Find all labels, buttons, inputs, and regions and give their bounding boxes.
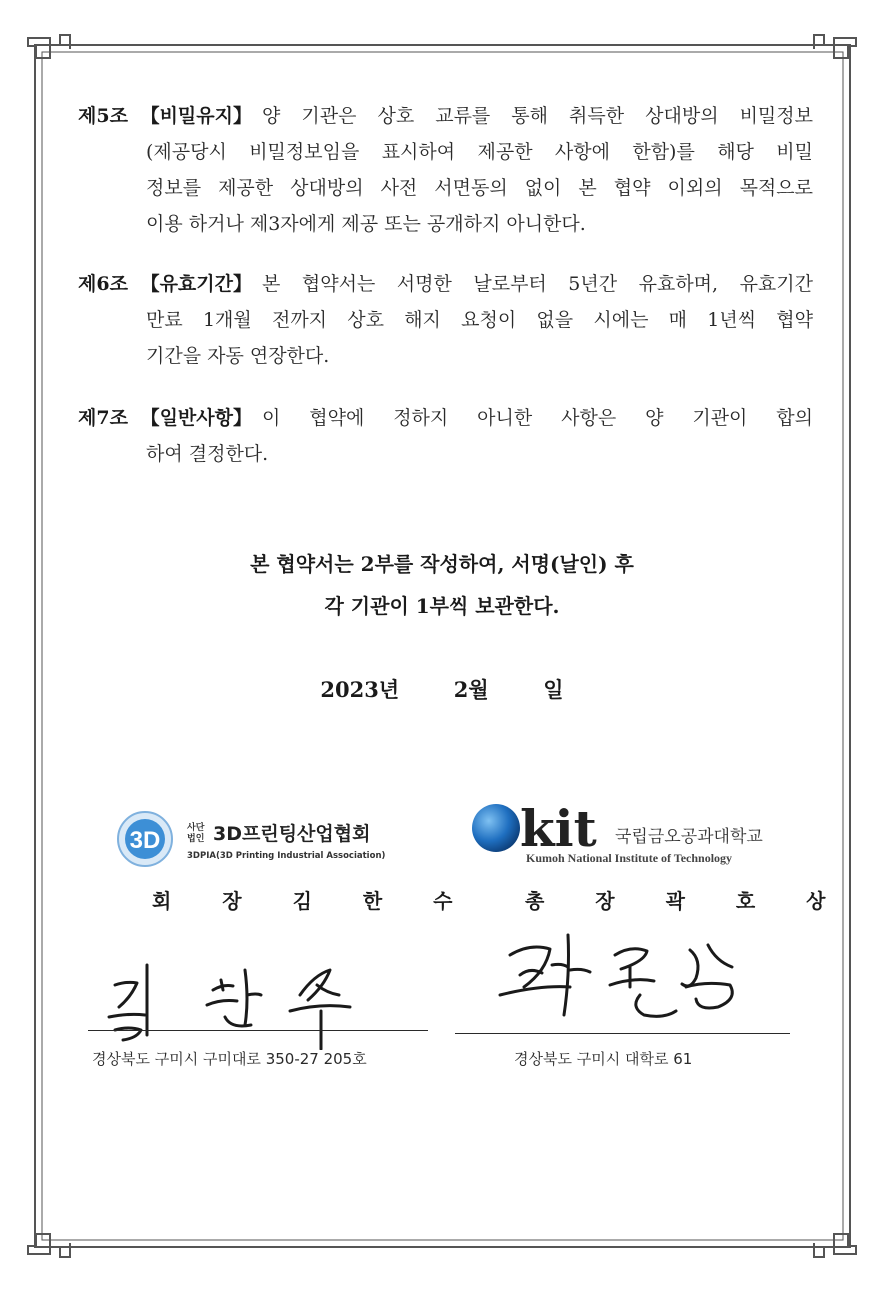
- left-signature-line: [88, 1030, 428, 1031]
- article-7-heading: [78, 400, 252, 436]
- article-5: [78, 98, 813, 242]
- closing-line-2: 각 기관이 1부씩 보관한다.: [324, 594, 560, 618]
- article-5-line-3: 정보를 제공한 상대방의 사전 서면동의 없이 본 협약 이외의 목적으로: [146, 177, 813, 199]
- 3dpia-name: 3D프린팅산업협회: [213, 823, 371, 845]
- article-7-line-1: 이 협약에 정하지 아니한 사항은 양 기관이 합의: [262, 407, 813, 429]
- 3dpia-badge-text: 3D: [129, 827, 161, 854]
- svg-text:사단: 사단: [187, 823, 205, 833]
- date-year: 2023년: [320, 677, 400, 702]
- article-5-line-2: (제공당시 비밀정보임을 표시하여 제공한 사항에 한함)를 해당 비밀: [146, 141, 813, 163]
- article-6-number: 제6조: [78, 273, 128, 295]
- kumoh-logo: [470, 800, 790, 870]
- article-6-heading: [78, 266, 252, 302]
- article-5-title: 【비밀유지】: [140, 105, 252, 127]
- article-5-line-1: 양 기관은 상호 교류를 통해 취득한 상대방의 비밀정보: [262, 105, 813, 127]
- article-6: [78, 266, 813, 374]
- article-5-heading: [78, 98, 252, 134]
- article-6-line-1: 본 협약서는 서명한 날로부터 5년간 유효하며, 유효기간: [262, 273, 813, 295]
- right-signer-title: 총 장 곽 호 상: [525, 889, 848, 913]
- kumoh-name: 국립금오공과대학교: [615, 827, 763, 847]
- kit-mark: kit: [520, 800, 597, 858]
- date-month: 2월: [453, 677, 489, 702]
- article-5-number: 제5조: [78, 105, 128, 127]
- signing-date: [0, 674, 884, 704]
- right-signature: [490, 925, 760, 1025]
- 3dpia-logo: [115, 808, 415, 870]
- date-day: 일: [543, 677, 564, 702]
- svg-text:법인: 법인: [187, 834, 205, 844]
- article-6-line-2: 만료 1개월 전까지 상호 해지 요청이 없을 시에는 매 1년씩 협약: [146, 309, 813, 331]
- left-signature: [95, 955, 405, 1050]
- article-7-number: 제7조: [78, 407, 128, 429]
- right-signature-line: [455, 1033, 790, 1034]
- article-7-line-2: 하여 결정한다.: [146, 443, 269, 465]
- right-address: 경상북도 구미시 대학로 61: [514, 1050, 693, 1068]
- left-signer-title: 회 장 김 한 수: [152, 889, 475, 913]
- article-6-title: 【유효기간】: [140, 273, 252, 295]
- article-6-line-3: 기간을 자동 연장한다.: [146, 345, 330, 367]
- left-address: 경상북도 구미시 구미대로 350-27 205호: [92, 1050, 367, 1068]
- 3dpia-subtitle: 3DPIA(3D Printing Industrial Association): [187, 851, 386, 861]
- closing-line-1: 본 협약서는 2부를 작성하여, 서명(날인) 후: [250, 552, 634, 576]
- article-7: [78, 400, 813, 472]
- article-7-title: 【일반사항】: [140, 407, 252, 429]
- kumoh-subtitle: Kumoh National Institute of Technology: [526, 851, 733, 865]
- article-5-line-4: 이용 하거나 제3자에게 제공 또는 공개하지 아니한다.: [146, 213, 586, 235]
